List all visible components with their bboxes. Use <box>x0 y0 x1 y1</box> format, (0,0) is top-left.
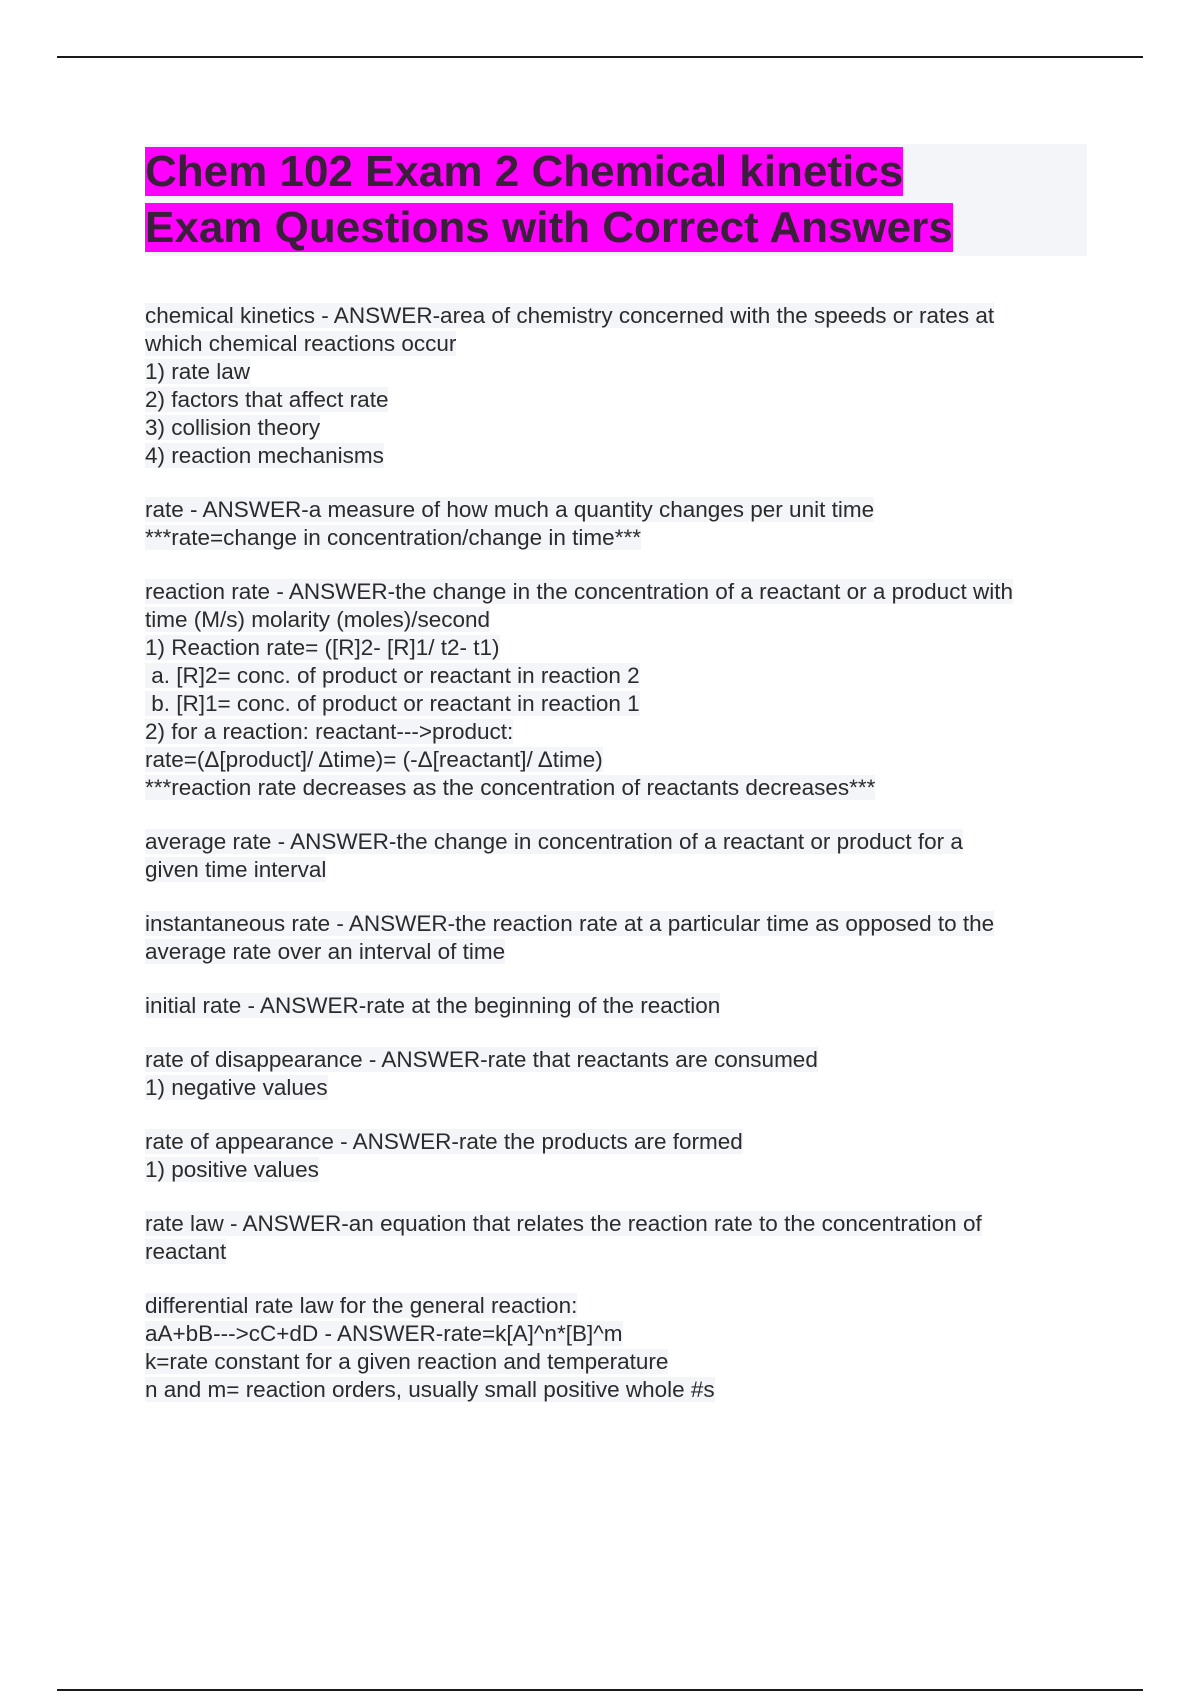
qa-line-text: 1) Reaction rate= ([R]2- [R]1/ t2- t1) <box>145 635 500 660</box>
qa-line <box>145 386 1090 414</box>
qa-line-text: rate law - ANSWER-an equation that relates the reaction rate to the concentration of <box>145 1211 982 1236</box>
qa-line-text: 1) rate law <box>145 359 251 384</box>
qa-line-text: which chemical reactions occur <box>145 331 457 356</box>
title-line-1: Chem 102 Exam 2 Chemical kinetics <box>145 147 904 196</box>
qa-line <box>145 1292 1090 1320</box>
qa-line-text: 2) for a reaction: reactant--->product: <box>145 719 514 744</box>
qa-line-text: b. [R]1= conc. of product or reactant in reaction 1 <box>145 691 640 716</box>
qa-line <box>145 746 1090 774</box>
qa-line <box>145 1348 1090 1376</box>
qa-entry <box>145 302 1090 470</box>
qa-line <box>145 1238 1090 1266</box>
qa-line <box>145 662 1090 690</box>
qa-line-text: average rate over an interval of time <box>145 939 506 964</box>
qa-entry <box>145 1128 1090 1184</box>
qa-entry <box>145 578 1090 802</box>
qa-line <box>145 910 1090 938</box>
qa-line-text: n and m= reaction orders, usually small positive whole #s <box>145 1377 715 1402</box>
title-block <box>145 144 1087 256</box>
qa-entry <box>145 1292 1090 1404</box>
qa-line-text: ***rate=change in concentration/change in time*** <box>145 525 641 550</box>
qa-line <box>145 828 1090 856</box>
qa-line <box>145 524 1090 552</box>
qa-line-text: rate=(Δ[product]/ Δtime)= (-Δ[reactant]/ Δtime) <box>145 747 603 772</box>
qa-line <box>145 414 1090 442</box>
qa-line <box>145 1128 1090 1156</box>
qa-line-text: a. [R]2= conc. of product or reactant in reaction 2 <box>145 663 640 688</box>
qa-line-text: given time interval <box>145 857 327 882</box>
qa-line <box>145 1046 1090 1074</box>
qa-line <box>145 992 1090 1020</box>
qa-line <box>145 1320 1090 1348</box>
qa-entry <box>145 828 1090 884</box>
qa-line <box>145 1156 1090 1184</box>
qa-entry <box>145 1046 1090 1102</box>
qa-line <box>145 690 1090 718</box>
top-rule <box>57 56 1143 58</box>
qa-line-text: reaction rate - ANSWER-the change in the concentration of a reactant or a product with <box>145 579 1013 604</box>
qa-line-text: k=rate constant for a given reaction and temperature <box>145 1349 669 1374</box>
qa-line-text: time (M/s) molarity (moles)/second <box>145 607 491 632</box>
qa-line-text: chemical kinetics - ANSWER-area of chemistry concerned with the speeds or rates at <box>145 303 995 328</box>
qa-line-text: ***reaction rate decreases as the concentration of reactants decreases*** <box>145 775 876 800</box>
qa-line-text: 2) factors that affect rate <box>145 387 389 412</box>
qa-entry <box>145 910 1090 966</box>
qa-line-text: 1) positive values <box>145 1157 319 1182</box>
qa-line-text: 3) collision theory <box>145 415 321 440</box>
qa-line <box>145 1074 1090 1102</box>
qa-entry <box>145 496 1090 552</box>
qa-entry <box>145 1210 1090 1266</box>
qa-line <box>145 302 1090 330</box>
qa-line <box>145 718 1090 746</box>
qa-line <box>145 634 1090 662</box>
qa-line-text: 1) negative values <box>145 1075 328 1100</box>
qa-line <box>145 606 1090 634</box>
qa-line-text: aA+bB--->cC+dD - ANSWER-rate=k[A]^n*[B]^m <box>145 1321 623 1346</box>
qa-list <box>145 302 1090 1430</box>
qa-line <box>145 1210 1090 1238</box>
qa-line <box>145 774 1090 802</box>
title-line-2: Exam Questions with Correct Answers <box>145 203 953 252</box>
qa-line-text: rate of appearance - ANSWER-rate the products are formed <box>145 1129 743 1154</box>
qa-line-text: average rate - ANSWER-the change in concentration of a reactant or product for a <box>145 829 963 854</box>
qa-line-text: rate of disappearance - ANSWER-rate that reactants are consumed <box>145 1047 818 1072</box>
qa-line <box>145 330 1090 358</box>
qa-line <box>145 856 1090 884</box>
qa-line <box>145 1376 1090 1404</box>
qa-line-text: instantaneous rate - ANSWER-the reaction rate at a particular time as opposed to the <box>145 911 995 936</box>
qa-line <box>145 938 1090 966</box>
document-title <box>145 144 1087 256</box>
bottom-rule <box>57 1689 1143 1691</box>
qa-line-text: 4) reaction mechanisms <box>145 443 384 468</box>
qa-line-text: reactant <box>145 1239 227 1264</box>
qa-line-text: initial rate - ANSWER-rate at the beginning of the reaction <box>145 993 721 1018</box>
qa-entry <box>145 992 1090 1020</box>
qa-line <box>145 442 1090 470</box>
qa-line <box>145 358 1090 386</box>
qa-line <box>145 496 1090 524</box>
qa-line-text: rate - ANSWER-a measure of how much a quantity changes per unit time <box>145 497 875 522</box>
qa-line <box>145 578 1090 606</box>
qa-line-text: differential rate law for the general reaction: <box>145 1293 578 1318</box>
